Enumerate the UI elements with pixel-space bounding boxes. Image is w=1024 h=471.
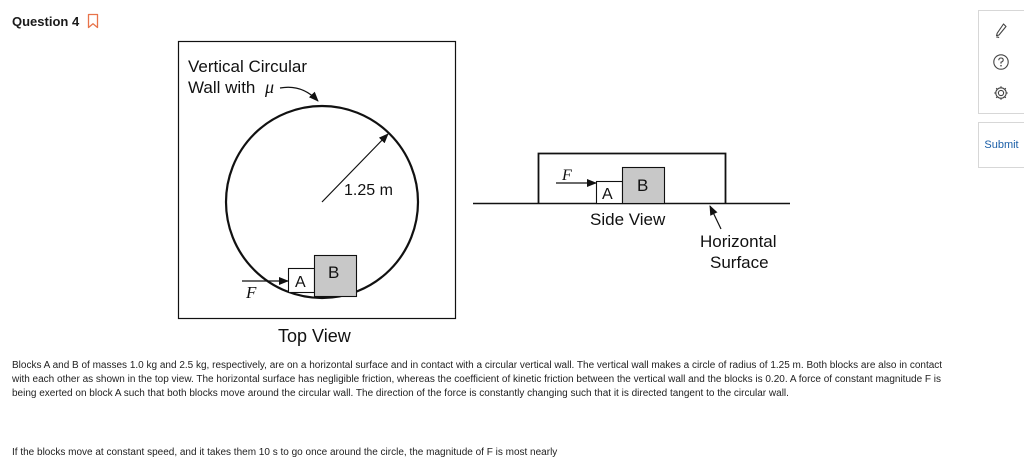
top-view (179, 42, 456, 347)
settings-icon[interactable] (991, 83, 1011, 103)
side-view (473, 154, 790, 273)
surface-label-line1: Horizontal (700, 232, 777, 251)
mu-symbol: μ (265, 77, 275, 97)
surface-pointer-arrow (710, 206, 721, 229)
force-label-top: F (246, 283, 257, 302)
pencil-icon[interactable] (991, 21, 1011, 41)
question-title: Question 4 (12, 13, 80, 29)
wall-label-line2: Wall with (188, 78, 256, 97)
side-view-caption: Side View (590, 210, 666, 229)
problem-statement: Blocks A and B of masses 1.0 kg and 2.5 kg, respectively, are on a horizontal surface and in contact with a circular vertical wall. The vertical wall makes a circle of radius of 1.25 m. Both blocks are also in contact with each other as shown in the top view. The horizontal surface has negligible friction, whereas the coefficient of kinetic friction between the vertical wall and the blocks is 0.20. A force of constant magnitude F is being exerted on block A such that both blocks move around the circular wall. The direction of the force is constantly changing such that it is directed tangent to the circular wall. (12, 360, 943, 399)
side-toolbar (978, 10, 1024, 114)
surface-label-line2: Surface (710, 253, 769, 272)
top-view-caption: Top View (278, 326, 351, 346)
wall-pointer-arrow (280, 87, 318, 101)
radius-label: 1.25 m (344, 182, 393, 199)
question-prompt: If the blocks move at constant speed, and it takes them 10 s to go once around the circle, the magnitude of F is most nearly (12, 447, 558, 458)
help-icon[interactable] (991, 52, 1011, 72)
block-b-side-label: B (637, 176, 649, 195)
wall-label-line1: Vertical Circular (188, 57, 308, 76)
block-a-side-label: A (602, 186, 613, 203)
block-b-top-label: B (328, 263, 340, 282)
submit-panel (978, 122, 1024, 168)
block-a-top-label: A (295, 274, 306, 291)
submit-button[interactable]: Submit (984, 139, 1019, 151)
force-label-side: F (562, 167, 572, 184)
